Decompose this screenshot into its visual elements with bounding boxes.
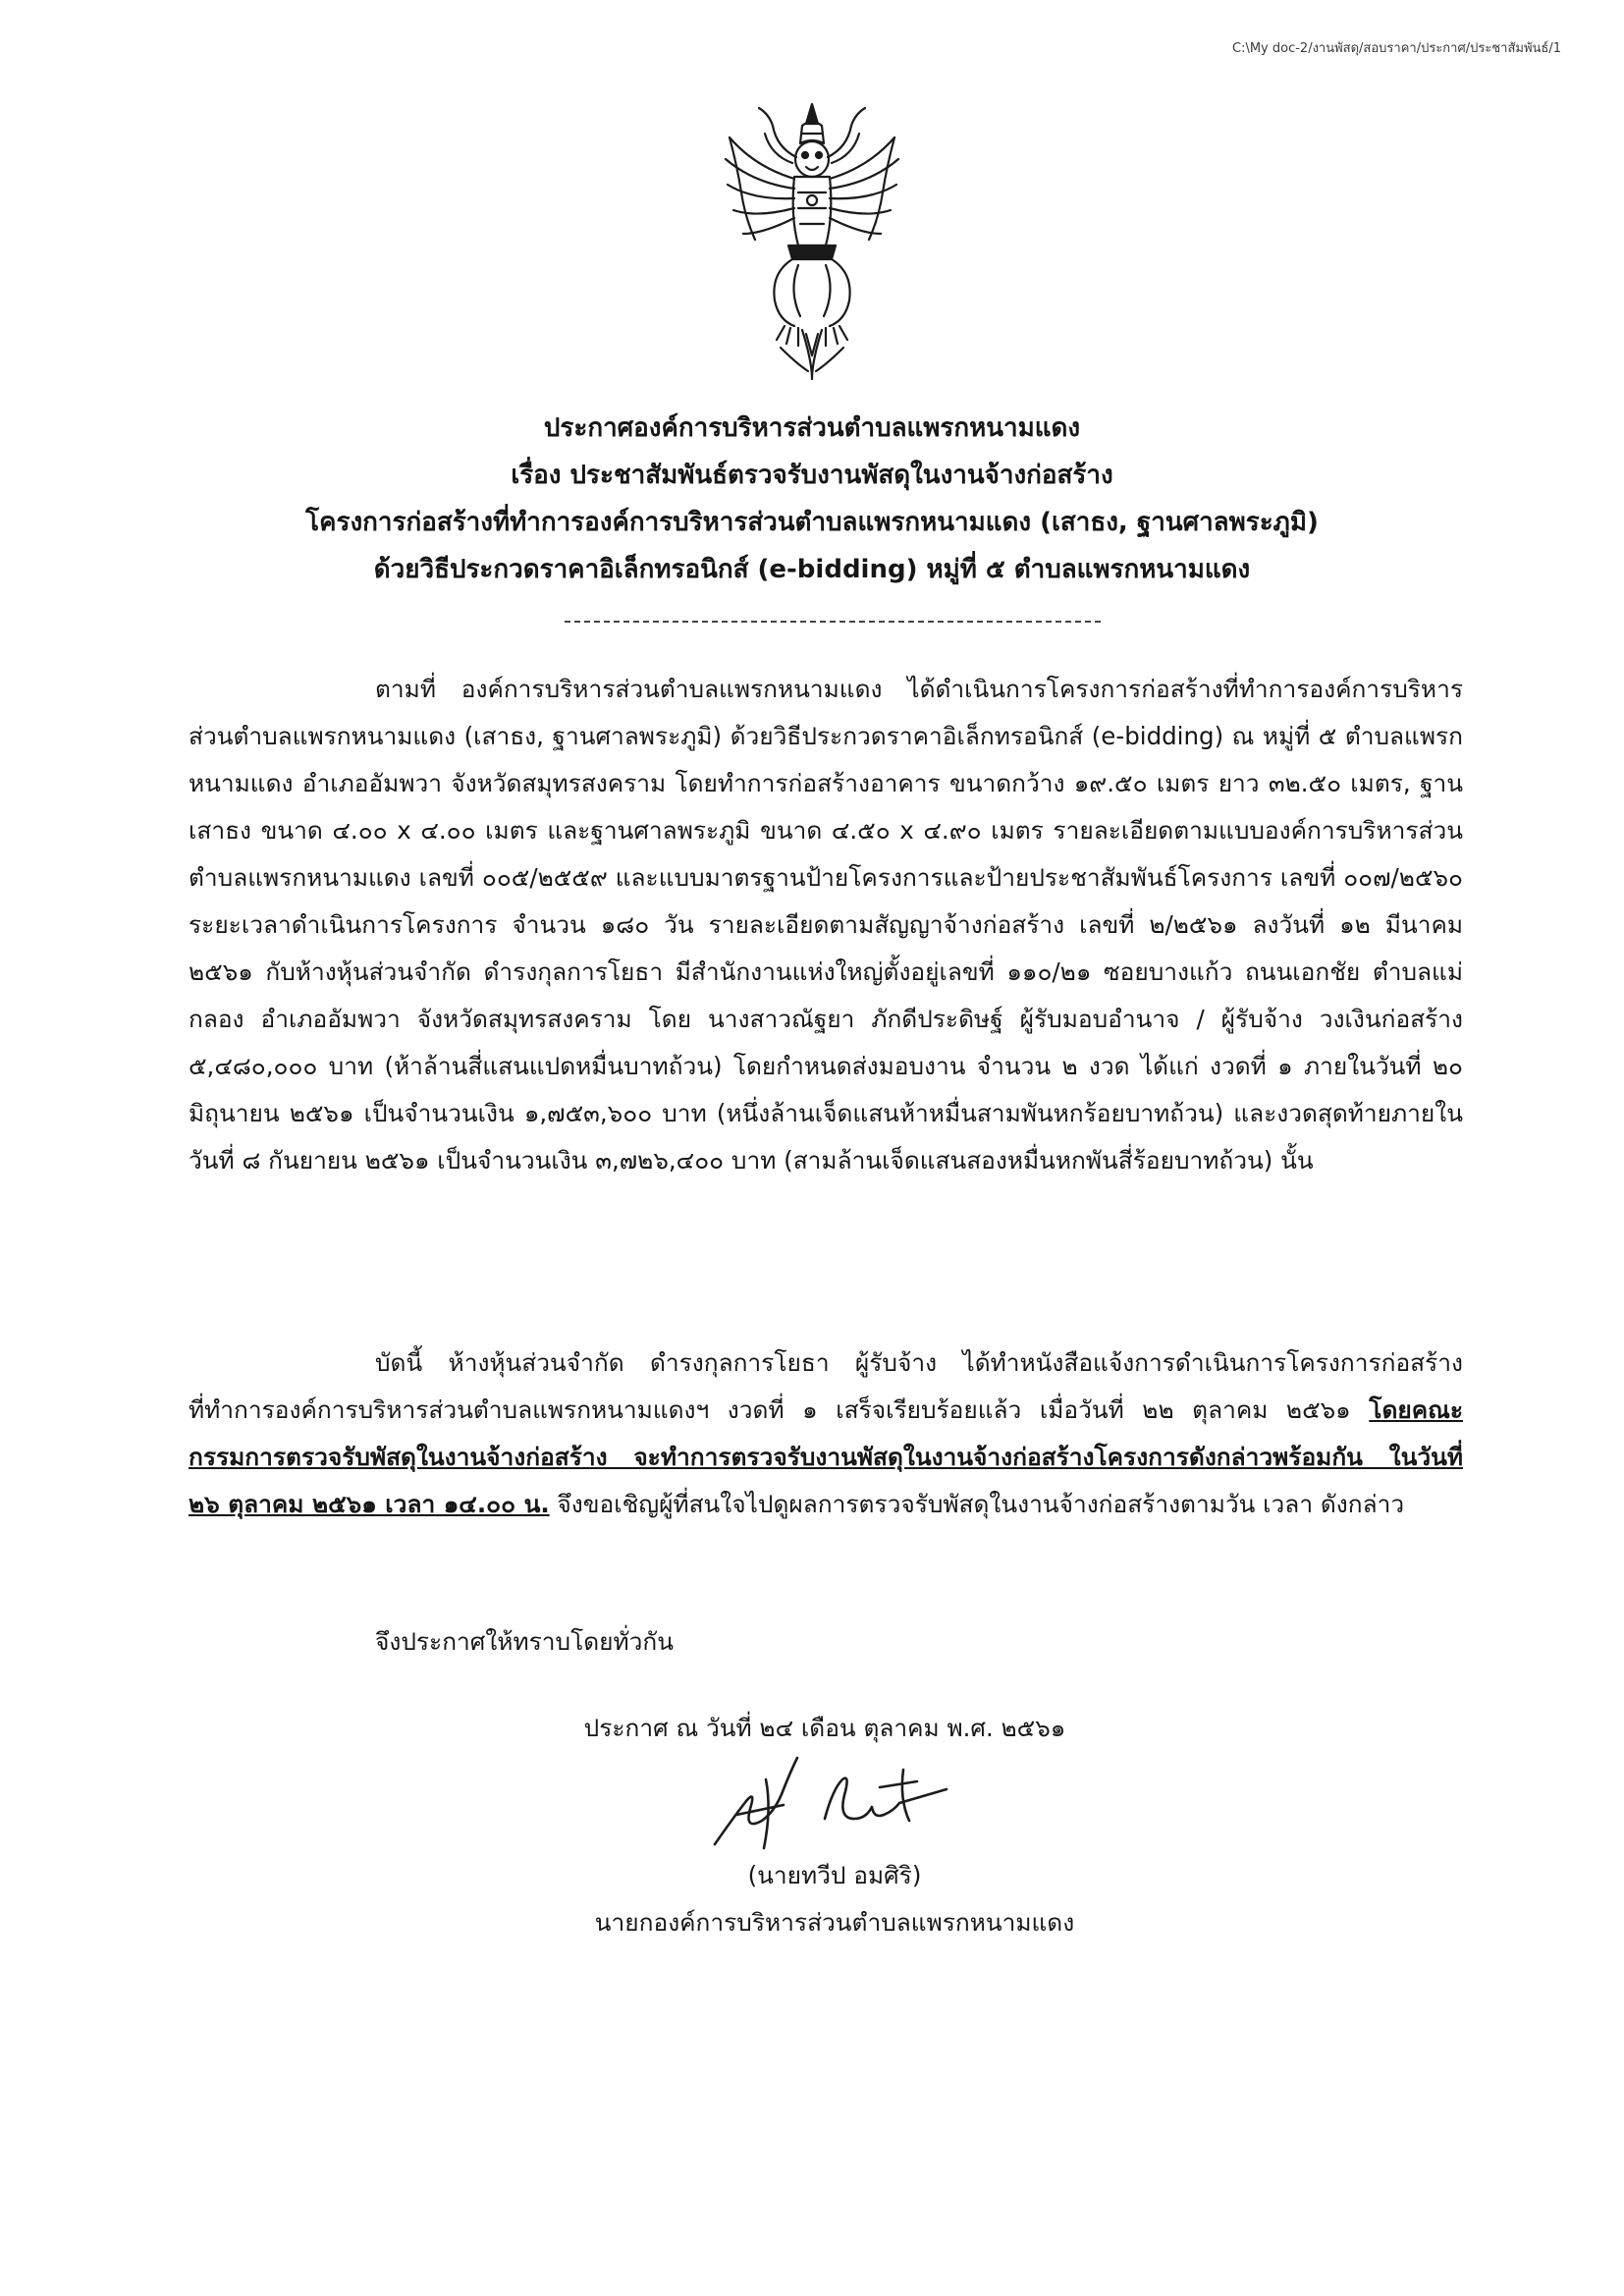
paragraph-2-intro: บัดนี้ ห้างหุ้นส่วนจำกัด ดำรงกุลการโยธา ผู้รับจ้าง ได้ทำหนังสือแจ้งการดำเนินการโครงการก่อสร้างที่ทำการองค์การบริหารส่วนตำบลแพรกหนามแดงฯ งวดที่ ๑ เสร็จเรียบร้อยแล้ว เมื่อวันที่ ๒๒ ตุลาคม ๒๕๖๑ [189, 1348, 1463, 1424]
garuda-emblem-icon [720, 98, 904, 385]
file-path-note: C:\My doc-2/งานพัสดุ/สอบราคา/ประกาศ/ประชาสัมพันธ์/1 [1232, 41, 1561, 56]
signer-title: นายกองค์การบริหารส่วนตำบลแพรกหนามแดง [594, 1908, 1075, 1937]
heading-line-4: ด้วยวิธีประกวดราคาอิเล็กทรอนิกส์ (e-bidding) หมู่ที่ ๕ ตำบลแพรกหนามแดง [373, 555, 1251, 584]
heading-line-3: โครงการก่อสร้างที่ทำการองค์การบริหารส่วนตำบลแพรกหนามแดง (เสาธง, ฐานศาลพระภูมิ) [305, 508, 1319, 537]
body-paragraph-2 [189, 1339, 1463, 1528]
handwritten-signature [707, 1750, 952, 1858]
paragraph-2-end: จึงขอเชิญผู้ที่สนใจไปดูผลการตรวจรับพัสดุในงานจ้างก่อสร้างตามวัน เวลา ดังกล่าว [549, 1490, 1405, 1518]
heading-line-1: ประกาศองค์การบริหารส่วนตำบลแพรกหนามแดง [543, 413, 1081, 443]
signer-name: (นายทวีป อมศิริ) [747, 1861, 922, 1889]
paragraph-2-underlined: โดยคณะกรรมการตรวจรับพัสดุในงานจ้างก่อสร้าง จะทำการตรวจรับงานพัสดุในงานจ้างก่อสร้างโครงการดังกล่าวพร้อมกัน ในวันที่ ๒๖ ตุลาคม ๒๕๖๑ เวลา ๑๔.๐๐ น. [189, 1395, 1463, 1518]
closing-statement: จึงประกาศให้ทราบโดยทั่วกัน [375, 1627, 674, 1656]
dashed-divider [565, 621, 1101, 623]
body-paragraph-1: ตามที่ องค์การบริหารส่วนตำบลแพรกหนามแดง ได้ดำเนินการโครงการก่อสร้างที่ทำการองค์การบริหารส่วนตำบลแพรกหนามแดง (เสาธง, ฐานศาลพระภูมิ) ด้วยวิธีประกวดราคาอิเล็กทรอนิกส์ (e-bidding) ณ หมู่ที่ ๕ ตำบลแพรกหนามแดง อำเภออัมพวา จังหวัดสมุทรสงคราม โดยทำการก่อสร้างอาคาร ขนาดกว้าง ๑๙.๕๐ เมตร ยาว ๓๒.๕๐ เมตร, ฐานเสาธง ขนาด ๔.๐๐ x ๔.๐๐ เมตร และฐานศาลพระภูมิ ขนาด ๔.๕๐ x ๔.๙๐ เมตร รายละเอียดตามแบบองค์การบริหารส่วนตำบลแพรกหนามแดง เลขที่ ๐๐๕/๒๕๕๙ และแบบมาตรฐานป้ายโครงการและป้ายประชาสัมพันธ์โครงการ เลขที่ ๐๐๗/๒๕๖๐ ระยะเวลาดำเนินการโครงการ จำนวน ๑๘๐ วัน รายละเอียดตามสัญญาจ้างก่อสร้าง เลขที่ ๒/๒๕๖๑ ลงวันที่ ๑๒ มีนาคม ๒๕๖๑ กับห้างหุ้นส่วนจำกัด ดำรงกุลการโยธา มีสำนักงานแห่งใหญ่ตั้งอยู่เลขที่ ๑๑๐/๒๑ ซอยบางแก้ว ถนนเอกชัย ตำบลแม่กลอง อำเภออัมพวา จังหวัดสมุทรสงคราม โดย นางสาวณัฐยา ภักดีประดิษฐ์ ผู้รับมอบอำนาจ / ผู้รับจ้าง วงเงินก่อสร้าง ๕,๔๘๐,๐๐๐ บาท (ห้าล้านสี่แสนแปดหมื่นบาทถ้วน) โดยกำหนดส่งมอบงาน จำนวน ๒ งวด ได้แก่ งวดที่ ๑ ภายในวันที่ ๒๐ มิถุนายน ๒๕๖๑ เป็นจำนวนเงิน ๑,๗๕๓,๖๐๐ บาท (หนึ่งล้านเจ็ดแสนห้าหมื่นสามพันหกร้อยบาทถ้วน) และงวดสุดท้ายภายในวันที่ ๘ กันยายน ๒๕๖๑ เป็นจำนวนเงิน ๓,๗๒๖,๔๐๐ บาท (สามล้านเจ็ดแสนสองหมื่นหกพันสี่ร้อยบาทถ้วน) นั้น [189, 675, 1463, 1175]
heading-line-2: เรื่อง ประชาสัมพันธ์ตรวจรับงานพัสดุในงานจ้างก่อสร้าง [511, 461, 1113, 490]
announcement-heading [177, 405, 1447, 593]
announcement-date: ประกาศ ณ วันที่ ๒๔ เดือน ตุลาคม พ.ศ. ๒๕๖๑ [583, 1714, 1066, 1742]
